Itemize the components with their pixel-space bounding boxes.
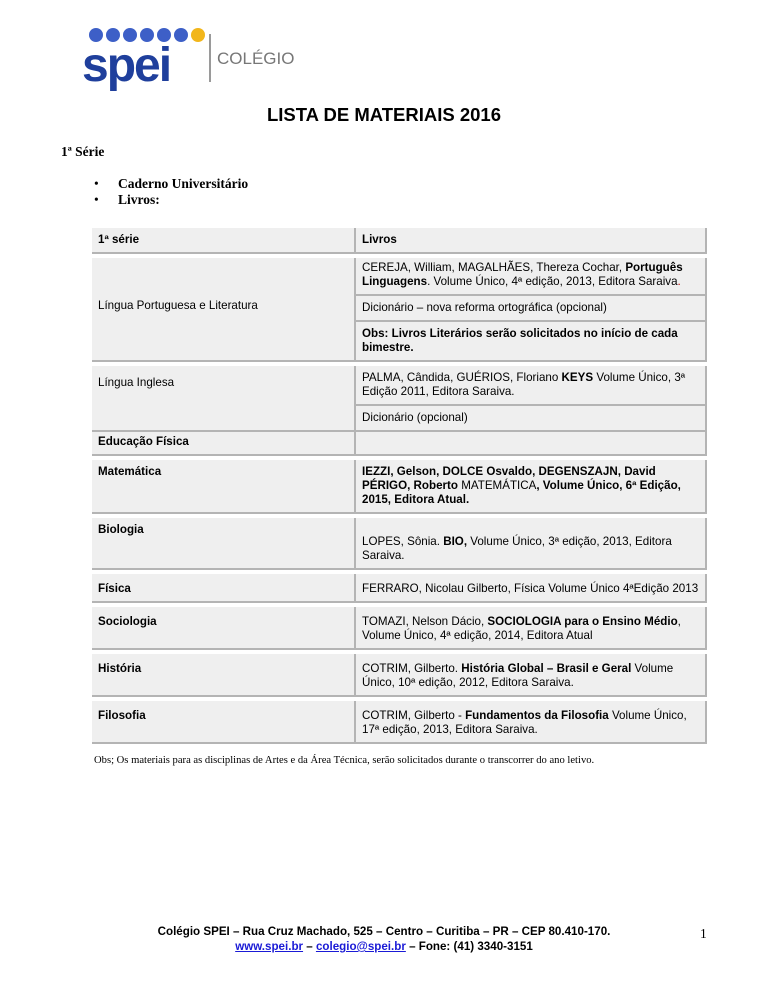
table-row: [92, 701, 706, 743]
book-portugues: CEREJA, William, MAGALHÃES, Thereza Cochar, Português Linguagens. Volume Único, 4ª edição, 2013, Editora Saraiva.: [362, 261, 683, 288]
table-row: [92, 258, 706, 295]
book-ingles: PALMA, Cândida, GUÉRIOS, Floriano KEYS Volume Único, 3ª Edição 2011, Editora Saraiva.: [362, 371, 686, 398]
subject-fisica: Física: [98, 582, 131, 595]
table-header: [92, 228, 706, 253]
logo-brand: spei: [82, 39, 171, 92]
table-row: [92, 654, 706, 696]
subject-biologia: Biologia: [98, 523, 144, 536]
footer-contact: www.spei.br – colegio@spei.br – Fone: (41) 3340-3151: [235, 940, 533, 953]
subject-historia: História: [98, 662, 142, 675]
table-row: [92, 460, 706, 513]
book-biologia: LOPES, Sônia. BIO, Volume Único, 3ª edição, 2013, Editora Saraiva.: [362, 535, 672, 562]
subject-ingles: Língua Inglesa: [98, 376, 175, 389]
dict-ingles: Dicionário (opcional): [362, 411, 468, 424]
obs-literarios: Obs: Livros Literários serão solicitados no início de cada bimestre.: [362, 327, 678, 354]
spei-logo: [80, 24, 302, 94]
bullet-livros: • Livros:: [94, 192, 248, 208]
subject-matematica: Matemática: [98, 465, 162, 478]
subject-sociologia: Sociologia: [98, 615, 157, 628]
table-row: [92, 574, 706, 602]
subject-filosofia: Filosofia: [98, 709, 146, 722]
table-row: [92, 366, 706, 405]
book-historia: COTRIM, Gilberto. História Global – Brasil e Geral Volume Único, 10ª edição, 2012, Editora Saraiva.: [362, 662, 674, 689]
book-matematica: IEZZI, Gelson, DOLCE Osvaldo, DEGENSZAJN, David PÉRIGO, Roberto MATEMÁTICA, Volume Único, 6ª Edição, 2015, Editora Atual.: [362, 465, 681, 506]
logo-divider: [209, 34, 211, 82]
footer-email-link[interactable]: colegio@spei.br: [315, 940, 406, 953]
bullet-caderno: • Caderno Universitário: [94, 176, 248, 192]
logo-yellow-dot: [191, 28, 205, 42]
header-serie: 1ª série: [98, 233, 140, 246]
footer-address: Colégio SPEI – Rua Cruz Machado, 525 – Centro – Curitiba – PR – CEP 80.410-170.: [157, 925, 611, 938]
dict-portugues: Dicionário – nova reforma ortográfica (opcional): [362, 301, 607, 314]
book-filosofia: COTRIM, Gilberto - Fundamentos da Filosofia Volume Único, 17ª edição, 2013, Editora Saraiva.: [362, 709, 687, 736]
subject-portugues: Língua Portuguesa e Literatura: [98, 299, 258, 312]
bullet-list: [94, 176, 248, 208]
table-row: [92, 607, 706, 649]
header-livros: Livros: [362, 233, 397, 246]
footer: [0, 924, 768, 954]
logo-subtitle: COLÉGIO: [217, 49, 295, 68]
footer-site-link[interactable]: www.spei.br: [235, 940, 304, 953]
table-row: [92, 518, 706, 569]
obs-note: Obs; Os materiais para as disciplinas de Artes e da Área Técnica, serão solicitados durante o transcorrer do ano letivo.: [94, 755, 595, 766]
serie-heading: 1ª Série: [61, 144, 105, 159]
table-row: [92, 431, 706, 455]
subject-edfisica: Educação Física: [98, 435, 189, 448]
page-number: 1: [700, 926, 707, 941]
book-sociologia: TOMAZI, Nelson Dácio, SOCIOLOGIA para o Ensino Médio, Volume Único, 4ª edição, 2014, Editora Atual: [362, 615, 681, 642]
page-title: LISTA DE MATERIAIS 2016: [266, 104, 502, 125]
book-fisica: FERRARO, Nicolau Gilberto, Física Volume Único 4ªEdição 2013: [362, 582, 699, 595]
books-table: [92, 228, 707, 744]
